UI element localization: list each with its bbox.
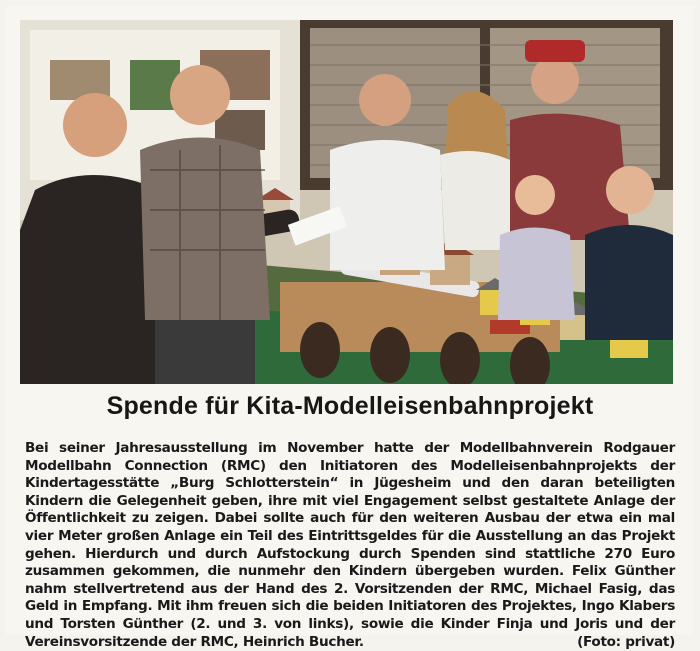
article-body xyxy=(25,440,675,650)
article-headline: Spende für Kita-Modelleisenbahnprojekt xyxy=(106,392,594,420)
article-body-text: Bei seiner Jahresausstellung im November hatte der Modellbahnverein Rodgauer Modellbahn Connection (RMC) den Initiatoren des Modelleisenbahnprojekts der Kindertagesstätte „Burg Schlotterstein“ in Jügesheim und den daran beteiligten Kindern die Gelegenheit geben, ihre mit viel Engagement selbst gestaltete Anlage der Öffentlichkeit zu zeigen. Dabei sollte auch für den weiteren Ausbau der etwa ein mal vier Meter großen Anlage ein Teil des Eintrittsgeldes für die Ausstellung an das Projekt gehen. Hierdurch und durch Aufstockung durch Spenden sind stattliche 270 Euro zusammen gekommen, die nunmehr den Kindern übergeben wurden. Felix Günther nahm stellvertretend aus der Hand des 2. Vorsitzenden der RMC, Michael Fasig, das Geld in Empfang. Mit ihm freuen sich die beiden Initiatoren des Projektes, Ingo Klabers und Torsten Günther (2. und 3. von links), sowie die Kinder Finja und Joris und der Vereinsvorsitzende der RMC, Heinrich Bucher. xyxy=(25,440,675,650)
photo-credit: (Foto: privat) xyxy=(577,633,675,650)
article-photo xyxy=(20,20,673,384)
group-photo-icon xyxy=(20,20,673,384)
